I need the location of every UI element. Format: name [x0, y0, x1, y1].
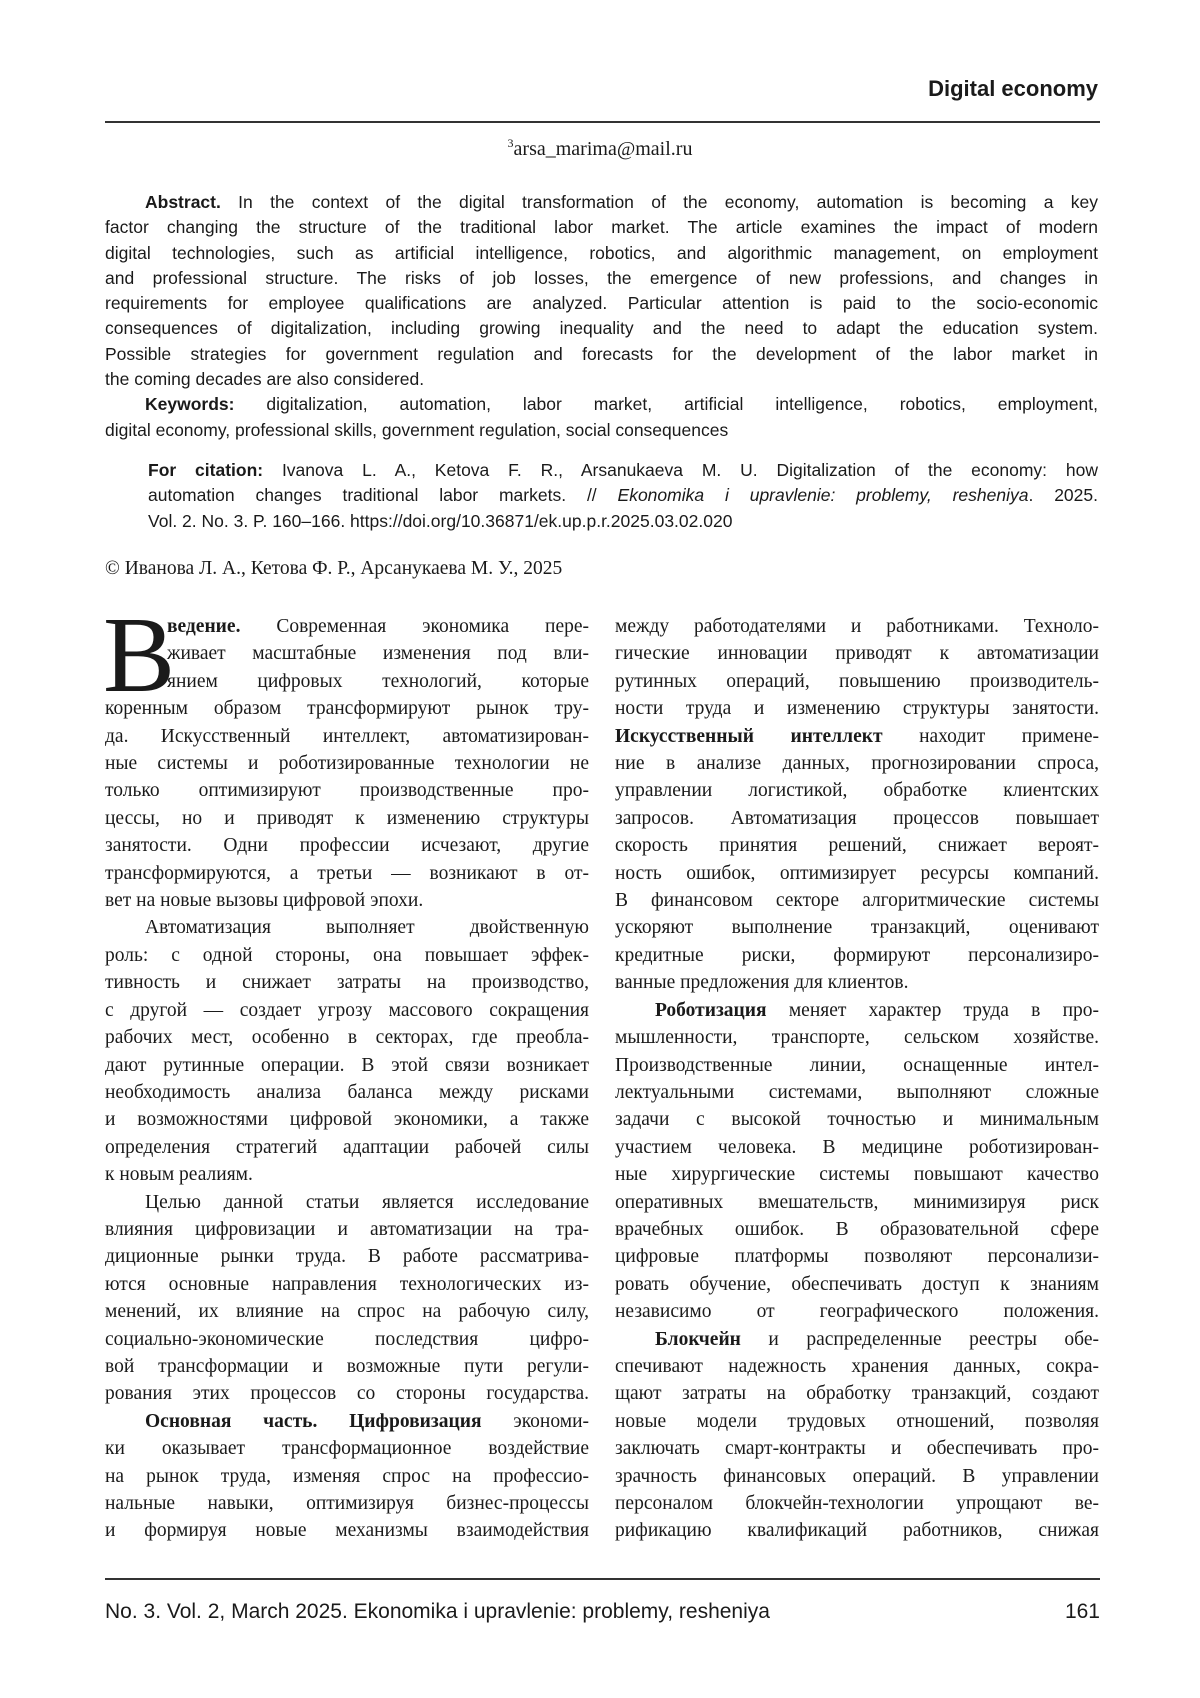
body-line: [615, 997, 1099, 1024]
body-line: [105, 997, 589, 1024]
text-run: цессы, но и приводят к изменению структуры: [105, 808, 589, 829]
bold-lead-text: Роботизация: [655, 1000, 767, 1021]
abstract-line: [105, 241, 1098, 266]
body-line: [615, 668, 1099, 695]
text-run: трансформируются, а третьи — возникают в от-: [105, 863, 589, 884]
text-run: к новым реалиям.: [105, 1164, 253, 1185]
text-run: рабочих мест, особенно в секторах, где преобла-: [105, 1027, 589, 1048]
text-run: цифровые платформы позволяют персонализи-: [615, 1246, 1099, 1267]
text-run: рутинных операций, повышению производитель-: [615, 671, 1099, 692]
text-run: рификацию квалификаций работников, снижая: [615, 1520, 1099, 1541]
abstract-block: [105, 190, 1098, 443]
text-run: ванные предложения для клиентов.: [615, 972, 909, 993]
text-run: спечивают надежность хранения данных, сокра-: [615, 1356, 1099, 1377]
body-line: [615, 1079, 1099, 1106]
body-line: [615, 805, 1099, 832]
text-run: Современная экономика пере-: [240, 616, 589, 637]
body-line: [615, 1024, 1099, 1051]
text-run: нальные навыки, оптимизируя бизнес-процессы: [105, 1493, 589, 1514]
body-line: [105, 1490, 589, 1517]
text-run: consequences of digitalization, including growing inequality and the need to adapt the education system.: [105, 318, 1098, 338]
body-line: [105, 1052, 589, 1079]
drop-cap: В: [103, 602, 175, 710]
body-line: [105, 1079, 589, 1106]
header-rule: [105, 121, 1100, 123]
text-run: оперативных вмешательств, минимизируя риск: [615, 1192, 1099, 1213]
text-run: только оптимизируют производственные про-: [105, 780, 589, 801]
text-run: определения стратегий адаптации рабочей силы: [105, 1137, 589, 1158]
body-line: [615, 1298, 1099, 1325]
text-run: ются основные направления технологических из-: [105, 1274, 589, 1295]
text-run: лектуальными системами, выполняют сложные: [615, 1082, 1099, 1103]
bold-lead-text: Искусственный интеллект: [615, 726, 883, 747]
text-run: В финансовом секторе алгоритмические системы: [615, 890, 1099, 911]
abstract-line: [105, 266, 1098, 291]
citation-line: [148, 458, 1098, 483]
text-run: ки оказывает трансформационное воздействие: [105, 1438, 589, 1459]
footer-rule: [105, 1578, 1100, 1580]
text-run: персоналом блокчейн-технологии упрощают ве-: [615, 1493, 1099, 1514]
body-line: [615, 969, 1099, 996]
bold-lead-text: For citation:: [148, 460, 263, 480]
text-run: роль: с одной стороны, она повышает эффек-: [105, 945, 589, 966]
abstract-line: [105, 367, 1098, 392]
text-run: ности труда и изменению структуры занятости.: [615, 698, 1099, 719]
text-run: Possible strategies for government regulation and forecasts for the development of the labor market in: [105, 344, 1098, 364]
text-run: Автоматизация выполняет двойственную: [145, 917, 589, 938]
text-run: гические инновации приводят к автоматизации: [615, 643, 1099, 664]
abstract-line: [105, 190, 1098, 215]
body-line: [105, 668, 589, 695]
text-run: живает масштабные изменения под вли-: [167, 643, 589, 664]
text-run: янием цифровых технологий, которые: [167, 671, 589, 692]
page-footer: [105, 1600, 1100, 1624]
page-number: 161: [1065, 1600, 1100, 1624]
text-run: ные системы и роботизированные технологии не: [105, 753, 589, 774]
body-line: [615, 1271, 1099, 1298]
text-run: экономи-: [482, 1411, 589, 1432]
body-line: [615, 887, 1099, 914]
body-line: [615, 1490, 1099, 1517]
text-run: заключать смарт-контракты и обеспечивать про-: [615, 1438, 1099, 1459]
bold-lead-text: Abstract.: [145, 192, 221, 212]
text-run: занятости. Одни профессии исчезают, другие: [105, 835, 589, 856]
text-run: Ivanova L. A., Ketova F. R., Arsanukaeva M. U. Digitalization of the economy: how: [263, 460, 1098, 480]
body-line: [105, 1243, 589, 1270]
body-line: [615, 1326, 1099, 1353]
body-line: [105, 1435, 589, 1462]
bold-lead-text: Основная часть. Цифровизация: [145, 1411, 482, 1432]
body-line: [615, 942, 1099, 969]
body-line: [615, 1435, 1099, 1462]
body-line: [615, 1052, 1099, 1079]
running-header-section: Digital economy: [928, 76, 1098, 102]
keywords-line: [105, 418, 1098, 443]
text-run: задачи с высокой точностью и минимальным: [615, 1109, 1099, 1130]
body-line: [105, 1216, 589, 1243]
body-column-right: [615, 613, 1099, 1545]
text-run: на рынок труда, изменяя спрос на профессио-: [105, 1466, 589, 1487]
body-line: [105, 887, 589, 914]
text-run: ность ошибок, оптимизирует ресурсы компаний.: [615, 863, 1099, 884]
text-run: Vol. 2. No. 3. P. 160–166. https://doi.org/10.36871/ek.up.p.r.2025.03.02.020: [148, 511, 732, 531]
body-line: [105, 832, 589, 859]
author-email: [0, 136, 1200, 161]
body-line: [105, 914, 589, 941]
text-run: digitalization, automation, labor market, artificial intelligence, robotics, employment,: [234, 394, 1098, 414]
body-line: [615, 860, 1099, 887]
text-run: the coming decades are also considered.: [105, 369, 424, 389]
italic-text: Ekonomika i upravlenie: problemy, resheniya: [618, 485, 1029, 505]
text-run: между работодателями и работниками. Техноло-: [615, 616, 1099, 637]
text-run: врачебных ошибок. В образовательной сфере: [615, 1219, 1099, 1240]
text-run: управлении логистикой, обработке клиентских: [615, 780, 1099, 801]
affiliation-marker: 3: [508, 136, 514, 150]
body-line: [615, 1517, 1099, 1544]
abstract-line: [105, 215, 1098, 240]
text-run: вет на новые вызовы цифровой эпохи.: [105, 890, 423, 911]
body-line: [615, 1380, 1099, 1407]
body-line: [105, 942, 589, 969]
body-line: [105, 1024, 589, 1051]
body-line: [615, 914, 1099, 941]
text-run: ные хирургические системы повышают качество: [615, 1164, 1099, 1185]
body-line: [615, 613, 1099, 640]
text-run: влияния цифровизации и автоматизации на тра-: [105, 1219, 589, 1240]
text-run: новые модели трудовых отношений, позволяя: [615, 1411, 1099, 1432]
body-line: [105, 805, 589, 832]
bold-lead-text: Keywords:: [145, 394, 234, 414]
body-line: [105, 860, 589, 887]
text-run: digital economy, professional skills, government regulation, social consequences: [105, 420, 728, 440]
text-run: с другой — создает угрозу массового сокращения: [105, 1000, 589, 1021]
keywords-line: [105, 392, 1098, 417]
body-line: [105, 1463, 589, 1490]
text-run: digital technologies, such as artificial intelligence, robotics, and algorithmic management, on employment: [105, 243, 1098, 263]
body-line: [105, 695, 589, 722]
email-address: arsa_marima@mail.ru: [514, 138, 693, 160]
bold-lead-text: ведение.: [167, 616, 240, 637]
text-run: Целью данной статьи является исследование: [145, 1192, 589, 1213]
text-run: вой трансформации и возможные пути регули-: [105, 1356, 589, 1377]
text-run: и распределенные реестры обе-: [741, 1329, 1099, 1350]
citation-block: [148, 458, 1098, 534]
body-line: [615, 777, 1099, 804]
text-run: диционные рынки труда. В работе рассматрива-: [105, 1246, 589, 1267]
text-run: зрачность финансовых операций. В управлении: [615, 1466, 1099, 1487]
body-line: [105, 613, 589, 640]
body-line: [105, 1298, 589, 1325]
body-line: [615, 1134, 1099, 1161]
body-line: [615, 1189, 1099, 1216]
body-line: [105, 1106, 589, 1133]
body-line: [105, 1353, 589, 1380]
text-run: да. Искусственный интеллект, автоматизирован-: [105, 726, 589, 747]
body-line: [105, 1326, 589, 1353]
text-run: коренным образом трансформируют рынок тру-: [105, 698, 589, 719]
body-line: [615, 640, 1099, 667]
body-line: [615, 723, 1099, 750]
body-line: [105, 777, 589, 804]
text-run: участием человека. В медицине роботизирован-: [615, 1137, 1099, 1158]
body-line: [105, 969, 589, 996]
body-line: [615, 1161, 1099, 1188]
citation-line: [148, 483, 1098, 508]
body-line: [105, 1161, 589, 1188]
body-line: [615, 695, 1099, 722]
text-run: тивность и снижает затраты на производство,: [105, 972, 589, 993]
body-line: [105, 640, 589, 667]
body-line: [615, 1216, 1099, 1243]
bold-lead-text: Блокчейн: [655, 1329, 741, 1350]
text-run: factor changing the structure of the traditional labor market. The article examines the impact of modern: [105, 217, 1098, 237]
body-line: [615, 1243, 1099, 1270]
body-line: [105, 750, 589, 777]
abstract-line: [105, 342, 1098, 367]
body-line: [615, 750, 1099, 777]
text-run: независимо от географического положения.: [615, 1301, 1099, 1322]
body-line: [105, 1134, 589, 1161]
text-run: и возможностями цифровой экономики, а также: [105, 1109, 589, 1130]
text-run: Производственные линии, оснащенные интел-: [615, 1055, 1099, 1076]
text-run: щают затраты на обработку транзакций, создают: [615, 1383, 1099, 1404]
abstract-line: [105, 291, 1098, 316]
body-line: [105, 1408, 589, 1435]
text-run: ровать обучение, обеспечивать доступ к знаниям: [615, 1274, 1099, 1295]
text-run: ние в анализе данных, прогнозировании спроса,: [615, 753, 1099, 774]
text-run: requirements for employee qualifications are analyzed. Particular attention is paid to the socio-economic: [105, 293, 1098, 313]
text-run: скорость принятия решений, снижает вероят-: [615, 835, 1099, 856]
text-run: находит примене-: [883, 726, 1099, 747]
body-line: [615, 1106, 1099, 1133]
text-run: менений, их влияние на спрос на рабочую силу,: [105, 1301, 589, 1322]
body-line: [105, 1517, 589, 1544]
citation-line: [148, 509, 1098, 534]
text-run: меняет характер труда в про-: [767, 1000, 1099, 1021]
copyright-line: © Иванова Л. А., Кетова Ф. Р., Арсанукаева М. У., 2025: [105, 556, 562, 582]
text-run: рования этих процессов со стороны государства.: [105, 1383, 589, 1404]
text-run: . 2025.: [1028, 485, 1098, 505]
body-line: [105, 1380, 589, 1407]
text-run: необходимость анализа баланса между рисками: [105, 1082, 589, 1103]
text-run: запросов. Автоматизация процессов повышает: [615, 808, 1099, 829]
body-line: [615, 1353, 1099, 1380]
body-column-left: [105, 613, 589, 1545]
text-run: и формируя новые механизмы взаимодействия: [105, 1520, 589, 1541]
body-line: [615, 1463, 1099, 1490]
text-run: automation changes traditional labor markets. //: [148, 485, 618, 505]
text-run: ускоряют выполнение транзакций, оценивают: [615, 917, 1099, 938]
text-run: кредитные риски, формируют персонализиро-: [615, 945, 1099, 966]
text-run: мышленности, транспорте, сельском хозяйстве.: [615, 1027, 1099, 1048]
body-line: [105, 1189, 589, 1216]
text-run: and professional structure. The risks of job losses, the emergence of new professions, and changes in: [105, 268, 1098, 288]
body-line: [615, 832, 1099, 859]
abstract-line: [105, 316, 1098, 341]
body-line: [615, 1408, 1099, 1435]
text-run: социально-экономические последствия цифро-: [105, 1329, 589, 1350]
footer-journal-info: No. 3. Vol. 2, March 2025. Ekonomika i upravlenie: problemy, resheniya: [105, 1600, 770, 1624]
body-line: [105, 1271, 589, 1298]
text-run: дают рутинные операции. В этой связи возникает: [105, 1055, 589, 1076]
text-run: In the context of the digital transformation of the economy, automation is becoming a key: [221, 192, 1098, 212]
body-line: [105, 723, 589, 750]
